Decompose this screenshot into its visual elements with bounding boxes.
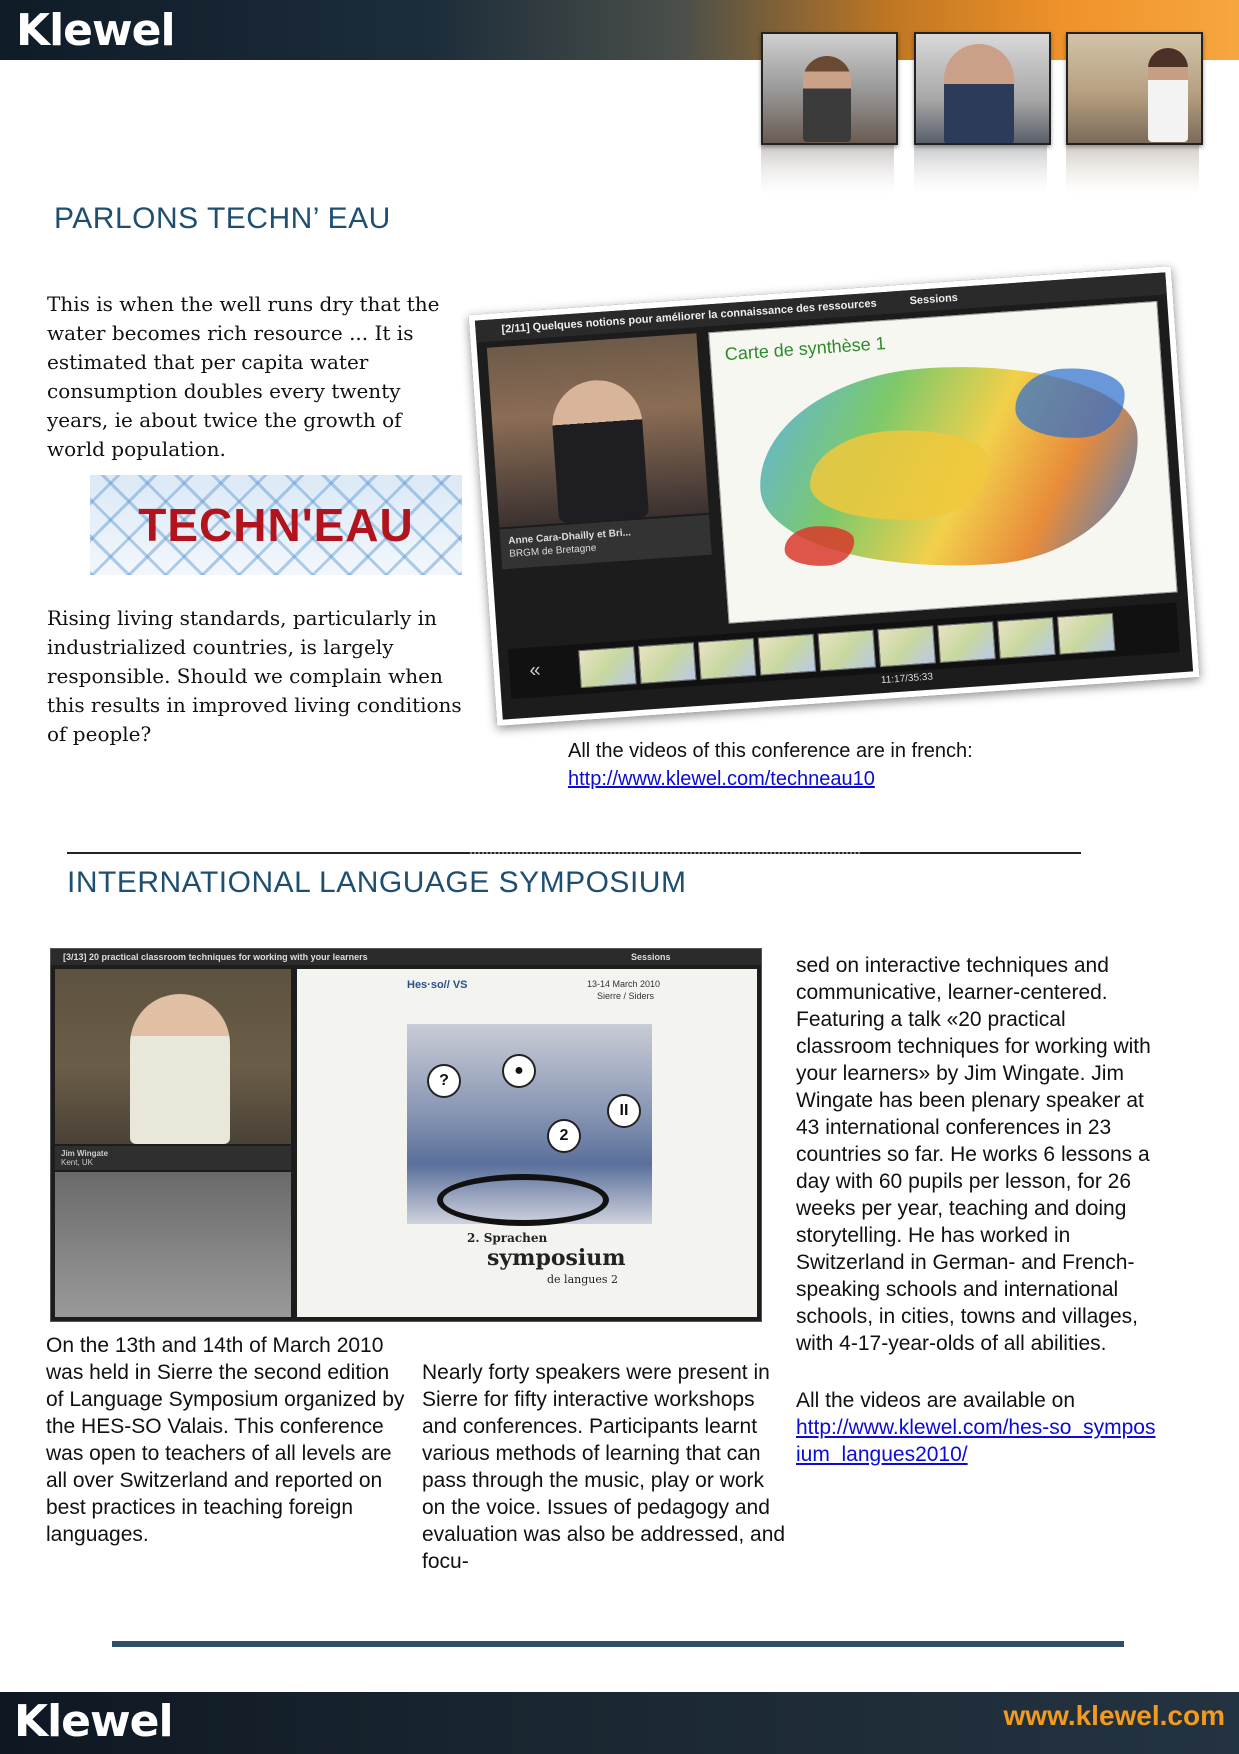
slide-line-3: de langues 2 (547, 1273, 618, 1286)
slide-thumbnail[interactable] (997, 617, 1056, 659)
speaker-figure (130, 994, 230, 1144)
speaker-name: Jim Wingate (61, 1149, 109, 1158)
symposium-title: INTERNATIONAL LANGUAGE SYMPOSIUM (67, 866, 687, 899)
slide-view (708, 301, 1177, 624)
slide-thumbnail[interactable] (578, 646, 637, 688)
header-photo-3 (1066, 32, 1203, 145)
speaker-video (487, 333, 709, 527)
slide-title: Carte de synthèse 1 (724, 333, 887, 365)
speaker-video (55, 969, 291, 1144)
slide-thumbnail[interactable] (1057, 613, 1116, 655)
slide-place: Sierre / Siders (597, 991, 655, 1001)
previous-slides-icon[interactable]: « (528, 658, 542, 682)
slide-thumbnail[interactable] (818, 630, 877, 672)
techneau-videos-link[interactable]: http://www.klewel.com/techneau10 (568, 768, 875, 790)
slide-thumbnail[interactable] (638, 642, 697, 684)
header-photo-3-reflection (1066, 145, 1199, 195)
symposium-videos-note: All the videos are available on (796, 1389, 1076, 1412)
header-photo-2 (914, 32, 1051, 145)
header-photo-1-reflection (761, 145, 894, 195)
symposium-column-1: On the 13th and 14th of March 2010 was held in Sierre the second edition of Language Symposium organized by the HES-SO Valais. This conference was open to teachers of all levels are all over Switzerland and reported on best practices in teaching foreign languages. (46, 1334, 405, 1546)
header-logo: Klewel (16, 5, 175, 56)
sessions-button[interactable]: Sessions (631, 952, 671, 962)
slide-thumbnail[interactable] (758, 634, 817, 676)
techneau-video-player (468, 266, 1199, 726)
techneau-title: PARLONS TECHN’ EAU (54, 202, 391, 235)
player-title: [3/13] 20 practical classroom techniques for working with your learners (63, 952, 368, 962)
player-title-bar (51, 949, 762, 965)
ribbon-shape (437, 1174, 609, 1226)
symposium-column-3: sed on interactive techniques and communicative, learner-centered. Featuring a talk «20 practical classroom techniques for working with your learners» by Jim Wingate. Jim Wingate has been plenary speaker at 43 international conferences in 23 countries so far. He works 6 lessons a day with 60 pupils per lesson, for 26 weeks per year, teaching and doing storytelling. He has worked in Switzerland in German- and French-speaking schools and international schools, in cities, towns and villages, with 4-17-year-olds of all abilities. (796, 954, 1151, 1355)
player-time: 11:17/35:33 (880, 671, 934, 687)
slide-illustration (407, 1024, 652, 1224)
symposium-videos-link[interactable]: http://www.klewel.com/hes-so_symposium_langues2010/ (796, 1416, 1156, 1466)
slide-date: 13-14 March 2010 (587, 979, 661, 989)
speaker-name: Anne Cara-Dhailly et Bri... (507, 527, 632, 547)
speech-bubble: ● (502, 1054, 536, 1088)
slide-line-2: symposium (487, 1245, 626, 1271)
footer-divider (112, 1641, 1124, 1647)
header-bar (0, 0, 1239, 60)
footer-logo: Klewel (14, 1696, 173, 1747)
slide-thumbnail[interactable] (698, 638, 757, 680)
section-divider-dots (470, 852, 860, 854)
speaker-figure (549, 377, 649, 523)
speech-bubble: II (607, 1094, 641, 1128)
techneau-videos-note: All the videos of this conference are in french: (568, 740, 973, 762)
symposium-column-2: Nearly forty speakers were present in Sierre for fifty interactive workshops and conferences. Participants learnt various methods of learning that can pass through the music, play or work on the voice. Issues of pedagogy and evaluation was also be addressed, and focu- (422, 1361, 786, 1573)
header-photo-1 (761, 32, 898, 145)
techneau-paragraph-1: This is when the well runs dry that the water becomes rich resource ... It is estimated that per capita water consumption doubles every twenty years, ie about twice the growth of world population. (47, 292, 440, 461)
speaker-caption (55, 1146, 291, 1170)
slide-brand: Hes·so// VS (407, 979, 468, 991)
speech-bubble: ? (427, 1064, 461, 1098)
sessions-button[interactable]: Sessions (909, 291, 959, 308)
techneau-logo (90, 475, 462, 575)
slide-view (297, 969, 757, 1317)
header-photo-2-reflection (914, 145, 1047, 195)
techneau-paragraph-2: Rising living standards, particularly in industrialized countries, is largely responsible. Should we complain when this results in improved living conditions of people? (47, 606, 462, 746)
speech-bubble: 2 (547, 1119, 581, 1153)
footer-url[interactable]: www.klewel.com (1003, 1700, 1225, 1731)
slide-line-1: 2. Sprachen (467, 1231, 548, 1245)
slide-thumbnail[interactable] (937, 621, 996, 663)
slide-thumbnail[interactable] (877, 625, 936, 667)
player-title: [2/11] Quelques notions pour améliorer la connaissance des ressources (501, 297, 878, 336)
symposium-video-player (50, 948, 762, 1322)
techneau-logo-text: TECHN'EAU (138, 499, 414, 551)
speaker-panel-background (55, 1172, 291, 1317)
speaker-org: BRGM de Bretagne (508, 542, 597, 560)
speaker-org: Kent, UK (61, 1158, 94, 1167)
slide-thumbnail-strip (508, 602, 1180, 699)
